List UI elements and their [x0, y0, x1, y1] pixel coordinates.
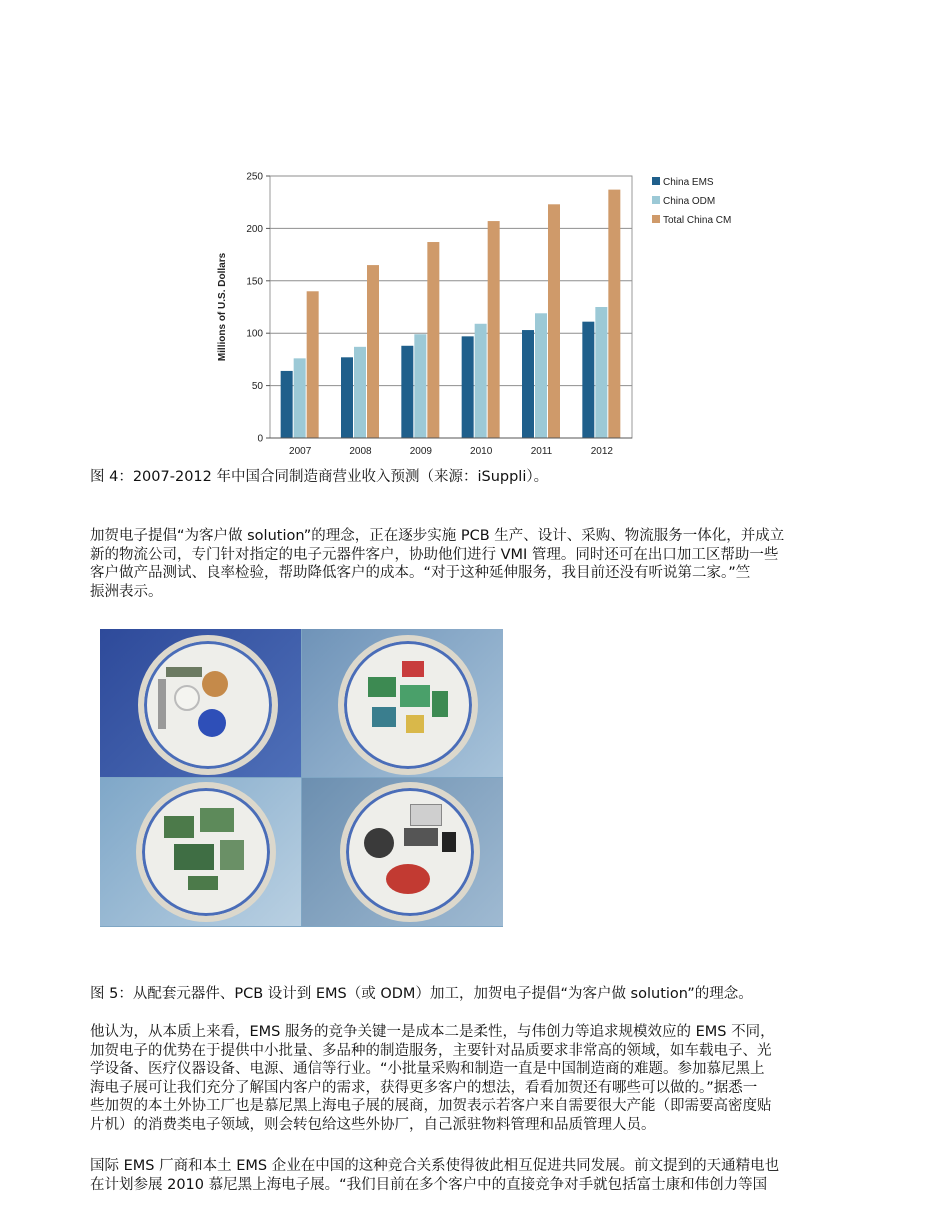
- product-display-photo: [100, 629, 503, 927]
- photo-boards-plate: [100, 778, 301, 926]
- paragraph-3: [90, 1157, 865, 1194]
- paragraph-1: [90, 527, 865, 601]
- y-tick-label: 250: [246, 171, 263, 183]
- y-tick-label: 50: [251, 381, 263, 393]
- paragraph-line: 他认为，从本质上来看，EMS 服务的竞争关键一是成本二是柔性，与伟创力等追求规模效应的 EMS 不同，: [90, 1024, 775, 1040]
- bar-total-china-cm: [608, 190, 620, 438]
- bar-china-odm: [475, 324, 487, 438]
- paragraph-line: 在计划参展 2010 慕尼黑上海电子展。“我们目前在多个客户中的直接竞争对手就包括富士康和伟创力等国: [90, 1176, 768, 1193]
- bar-china-odm: [535, 313, 547, 438]
- paragraph-line: 片机）的消费类电子领域，则会转包给这些外协厂，自己派驻物料管理和品质管理人员。: [90, 1116, 656, 1133]
- y-tick-label: 0: [257, 433, 263, 445]
- bar-china-ems: [401, 346, 413, 438]
- legend-label: China ODM: [663, 196, 716, 207]
- y-tick-label: 200: [246, 223, 263, 235]
- bar-china-ems: [462, 336, 474, 438]
- bar-total-china-cm: [307, 291, 319, 438]
- bar-total-china-cm: [548, 204, 560, 438]
- x-tick-label: 2011: [530, 446, 553, 457]
- plot-area: [270, 176, 632, 438]
- paragraph-line: 客户做产品测试、良率检验，帮助降低客户的成本。“对于这种延伸服务，我目前还没有听说第二家。”竺: [90, 565, 751, 581]
- bar-china-ems: [522, 330, 534, 438]
- legend-label: Total China CM: [663, 215, 732, 226]
- paragraph-line: 新的物流公司，专门针对指定的电子元器件客户，协助他们进行 VMI 管理。同时还可在出口加工区帮助一些: [90, 546, 779, 563]
- bar-china-odm: [354, 347, 366, 438]
- y-axis-title: Millions of U.S. Dollars: [217, 252, 228, 362]
- x-tick-label: 2008: [349, 446, 372, 457]
- bar-china-ems: [582, 322, 594, 438]
- y-tick-label: 150: [246, 276, 263, 288]
- legend-swatch: [652, 215, 660, 223]
- paragraph-line: 振洲表示。: [90, 583, 163, 600]
- bar-chart-svg: [210, 162, 770, 462]
- paragraph-line: 加贺电子提倡“为客户做 solution”的理念，正在逐步实施 PCB 生产、设计、采购、物流服务一体化，并成立: [90, 528, 785, 544]
- legend-swatch: [652, 196, 660, 204]
- x-tick-label: 2007: [289, 446, 312, 457]
- bar-china-odm: [414, 334, 426, 438]
- bar-total-china-cm: [488, 221, 500, 438]
- paragraph-line: 加贺电子的优势在于提供中小批量、多品种的制造服务，主要针对品质要求非常高的领域，如车载电子、光: [90, 1042, 772, 1059]
- bar-china-ems: [281, 371, 293, 438]
- legend-swatch: [652, 177, 660, 185]
- legend-label: China EMS: [663, 177, 714, 188]
- y-tick-label: 100: [246, 328, 263, 340]
- figure-5-caption: 图 5：从配套元器件、PCB 设计到 EMS（或 ODM）加工，加贺电子提倡“为客户做 solution”的理念。: [90, 986, 753, 1002]
- x-tick-label: 2010: [470, 446, 493, 457]
- bar-china-ems: [341, 357, 353, 438]
- paragraph-2: [90, 1023, 865, 1134]
- paragraph-line: 些加贺的本土外协工厂也是慕尼黑上海电子展的展商，加贺表示若客户来自需要很大产能（即需要高密度贴: [90, 1098, 772, 1114]
- paragraph-line: 学设备、医疗仪器设备、电源、通信等行业。“小批量采购和制造一直是中国制造商的难题。参加慕尼黑上: [90, 1061, 765, 1077]
- paragraph-line: 国际 EMS 厂商和本土 EMS 企业在中国的这种竞合关系使得彼此相互促进共同发展。前文提到的天通精电也: [90, 1158, 780, 1174]
- x-tick-label: 2009: [409, 446, 432, 457]
- bar-china-odm: [595, 307, 607, 438]
- bar-total-china-cm: [367, 265, 379, 438]
- photo-components-plate: [100, 629, 301, 777]
- figure-4-caption: 图 4：2007-2012 年中国合同制造商营业收入预测（来源：iSuppli）。: [90, 469, 549, 485]
- paragraph-line: 海电子展可让我们充分了解国内客户的需求，获得更多客户的想法，看看加贺还有哪些可以做的。”据悉一: [90, 1079, 758, 1096]
- bar-china-odm: [294, 358, 306, 438]
- revenue-forecast-chart: [210, 162, 770, 466]
- bar-total-china-cm: [427, 242, 439, 438]
- photo-pcb-plate: [302, 629, 503, 777]
- x-tick-label: 2012: [590, 446, 613, 457]
- photo-devices-plate: [302, 778, 503, 926]
